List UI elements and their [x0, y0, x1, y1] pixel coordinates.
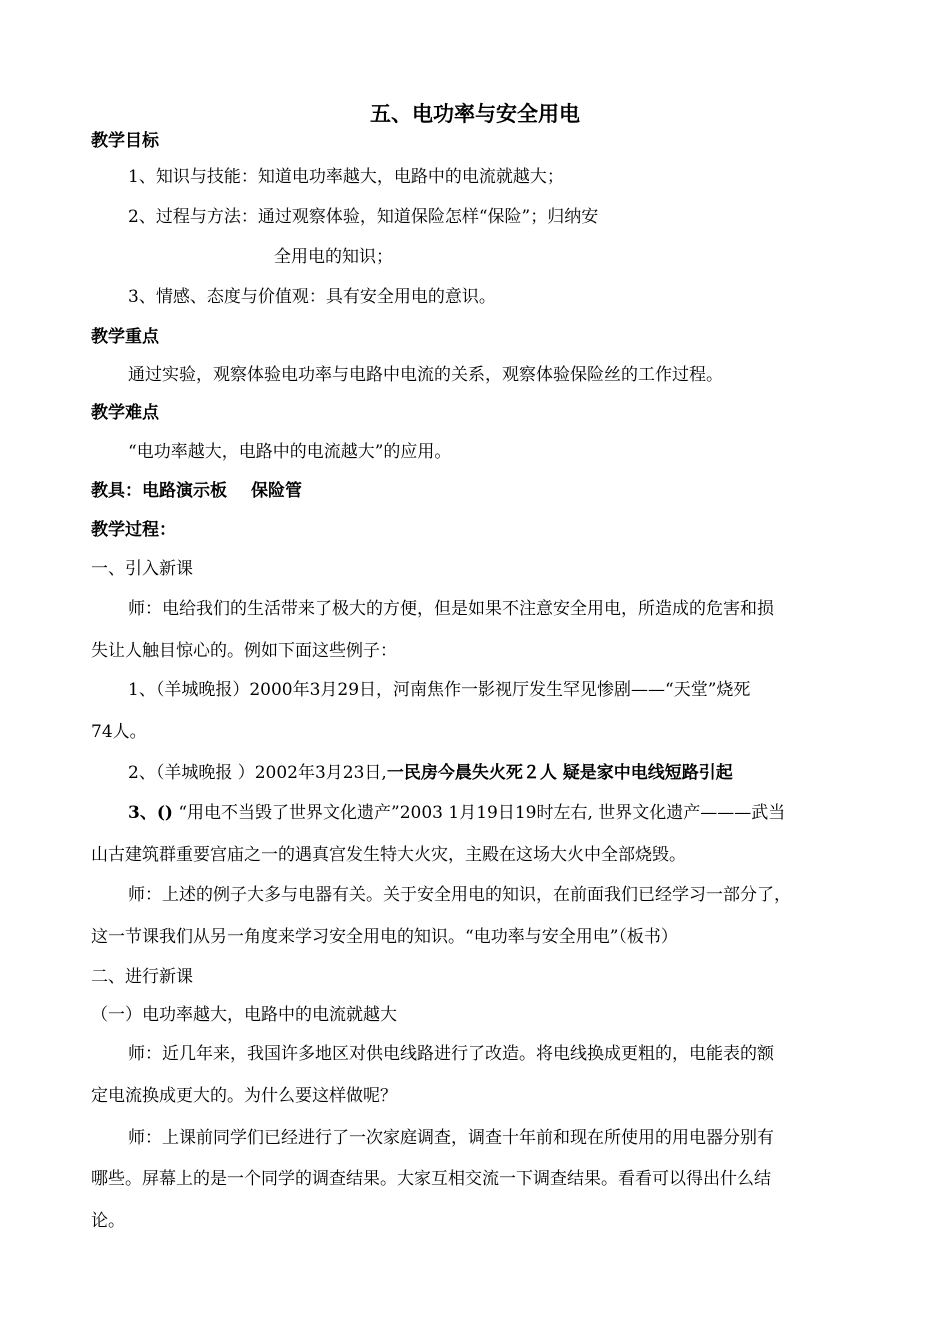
paragraph-survey-line-3: 论。 [91, 1211, 125, 1231]
paragraph-intro-line-2: 失让人触目惊心的。例如下面这些例子： [91, 641, 397, 661]
difficulties-text: “电功率越大，电路中的电流越大”的应用。 [128, 442, 452, 462]
heading-teaching-goals: 教学目标 [91, 131, 159, 151]
subsection-1-heading: （一）电功率越大，电路中的电流就越大 [91, 1005, 397, 1025]
teaching-tools-label: 教具：电路演示板 [91, 481, 227, 501]
teaching-tools [91, 481, 302, 501]
example-2 [128, 763, 733, 783]
example-3-number: 3、() [128, 803, 173, 823]
example-3-text: “用电不当毁了世界文化遗产”2003 1月19日19时左右, 世界文化遗产———武当 [172, 803, 786, 823]
paragraph-wiring-line-2: 定电流换成更大的。为什么要这样做呢？ [91, 1086, 397, 1106]
key-points-text: 通过实验，观察体验电功率与电路中电流的关系，观察体验保险丝的工作过程。 [128, 365, 723, 385]
heading-teaching-process: 教学过程： [91, 520, 176, 540]
paragraph-survey-line-2: 哪些。屏幕上的是一个同学的调查结果。大家互相交流一下调查结果。看看可以得出什么结 [91, 1169, 771, 1189]
paragraph-survey-line-1: 师：上课前同学们已经进行了一次家庭调查，调查十年前和现在所使用的用电器分别有 [128, 1128, 774, 1148]
goal-2-line-1: 2、过程与方法：通过观察体验，知道保险怎样“保险”；归纳安 [128, 207, 599, 227]
example-2-headline: 一民房今晨失火死２人 疑是家中电线短路引起 [386, 763, 733, 783]
part-1-heading: 一、引入新课 [91, 559, 193, 579]
example-1-line-2: 74人。 [91, 722, 147, 742]
part-2-heading: 二、进行新课 [91, 967, 193, 987]
goal-2-line-2: 全用电的知识； [274, 247, 393, 267]
goal-1: 1、知识与技能：知道电功率越大，电路中的电流就越大； [128, 167, 564, 187]
heading-key-points: 教学重点 [91, 327, 159, 347]
paragraph-wiring-line-1: 师：近几年来，我国许多地区对供电线路进行了改造。将电线换成更粗的，电能表的额 [128, 1044, 774, 1064]
paragraph-summary-line-2: 这一节课我们从另一角度来学习安全用电的知识。“电功率与安全用电”（板书） [91, 927, 678, 947]
example-3-line-1 [128, 803, 785, 823]
page-title: 五、电功率与安全用电 [370, 101, 580, 126]
heading-difficulties: 教学难点 [91, 403, 159, 423]
example-1-line-1: 1、（羊城晚报）2000年3月29日，河南焦作一影视厅发生罕见惨剧——“天堂”烧死 [128, 680, 751, 700]
teaching-tools-item: 保险管 [251, 481, 302, 501]
paragraph-summary-line-1: 师：上述的例子大多与电器有关。关于安全用电的知识，在前面我们已经学习一部分了， [128, 885, 791, 905]
example-3-line-2: 山古建筑群重要宫庙之一的遇真宫发生特大火灾，主殿在这场大火中全部烧毁。 [91, 845, 686, 865]
paragraph-intro-line-1: 师：电给我们的生活带来了极大的方便，但是如果不注意安全用电，所造成的危害和损 [128, 599, 774, 619]
example-2-source: 2、（羊城晚报 ）2002年3月23日, [128, 763, 387, 783]
goal-3: 3、情感、态度与价值观：具有安全用电的意识。 [128, 287, 496, 307]
